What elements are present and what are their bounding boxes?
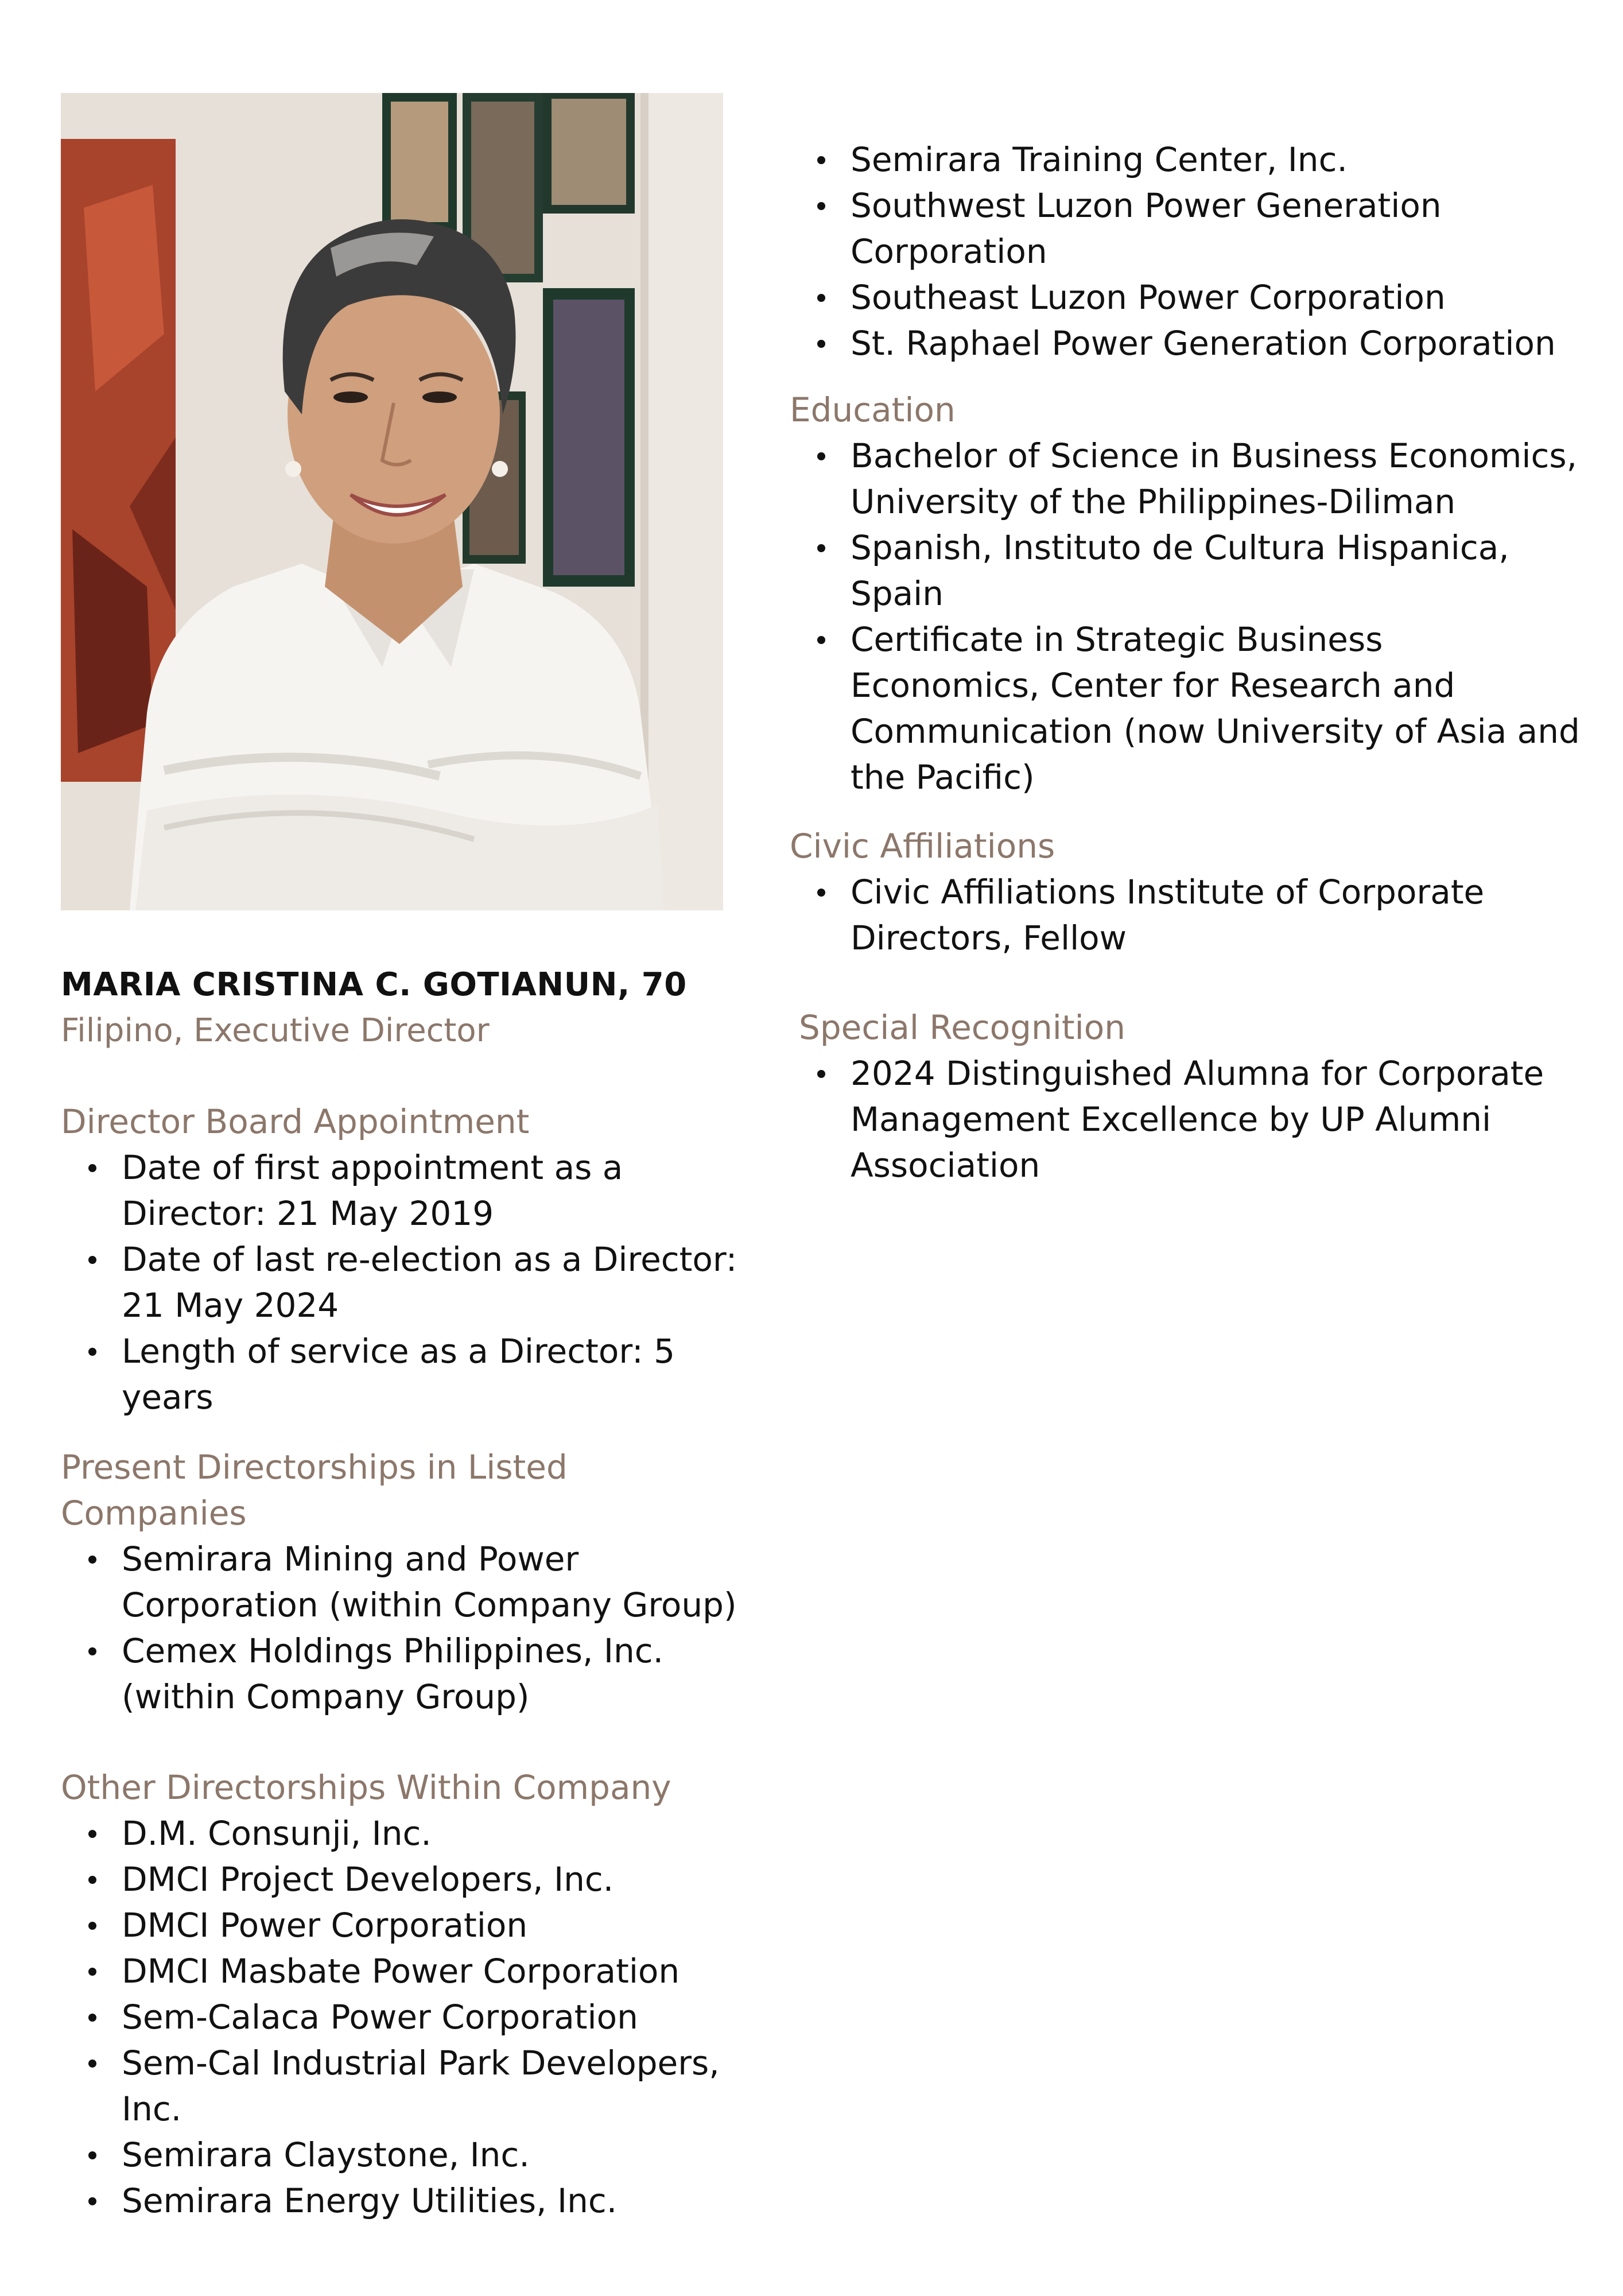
- director-name: MARIA CRISTINA C. GOTIANUN, 70: [61, 966, 687, 1003]
- list-item: Southeast Luzon Power Corporation: [790, 274, 1582, 320]
- right-column: [790, 137, 1582, 1188]
- list-item: Date of last re-election as a Director: 21 May 2024: [61, 1236, 750, 1328]
- portrait-illustration: [61, 93, 723, 910]
- list-item: 2024 Distinguished Alumna for Corporate Management Excellence by UP Alumni Association: [790, 1050, 1582, 1188]
- other-directorships-list: [61, 1810, 750, 2224]
- list-item: Length of service as a Director: 5 years: [61, 1328, 750, 1420]
- list-item: Sem-Calaca Power Corporation: [61, 1994, 750, 2040]
- list-item: Semirara Energy Utilities, Inc.: [61, 2178, 750, 2224]
- other-directorships-heading: Other Directorships Within Company: [61, 1768, 671, 1807]
- director-subtitle: Filipino, Executive Director: [61, 1012, 490, 1049]
- education-heading: Education: [790, 390, 956, 429]
- list-item: DMCI Project Developers, Inc.: [61, 1856, 750, 1902]
- list-item: Date of first appointment as a Director: 21 May 2019: [61, 1145, 750, 1236]
- list-item: Semirara Mining and Power Corporation (within Company Group): [61, 1536, 750, 1628]
- list-item: Semirara Claystone, Inc.: [61, 2132, 750, 2178]
- list-item: St. Raphael Power Generation Corporation: [790, 320, 1582, 366]
- listed-directorships-heading: Present Directorships in Listed Companies: [61, 1448, 568, 1533]
- list-item: DMCI Masbate Power Corporation: [61, 1948, 750, 1994]
- other-directorships-list-continued: [790, 137, 1582, 366]
- civic-list: [790, 869, 1582, 961]
- civic-heading: Civic Affiliations: [790, 827, 1055, 866]
- list-item: Sem-Cal Industrial Park Developers, Inc.: [61, 2040, 750, 2132]
- list-item: Spanish, Instituto de Cultura Hispanica, Spain: [790, 525, 1582, 616]
- list-item: Bachelor of Science in Business Economics, University of the Philippines-Diliman: [790, 433, 1582, 525]
- list-item: Civic Affiliations Institute of Corporate Directors, Fellow: [790, 869, 1582, 961]
- list-item: DMCI Power Corporation: [61, 1902, 750, 1948]
- list-item: Southwest Luzon Power Generation Corporation: [790, 183, 1582, 274]
- education-list: [790, 433, 1582, 800]
- list-item: Certificate in Strategic Business Economics, Center for Research and Communication (now University of Asia and the Pacific): [790, 616, 1582, 800]
- appointment-list: [61, 1145, 750, 1420]
- list-item: Cemex Holdings Philippines, Inc. (within Company Group): [61, 1628, 750, 1720]
- left-column: [61, 962, 750, 2224]
- portrait-photo: [61, 93, 723, 910]
- recognition-list: [790, 1050, 1582, 1188]
- recognition-heading: Special Recognition: [799, 1008, 1125, 1047]
- list-item: Semirara Training Center, Inc.: [790, 137, 1582, 183]
- listed-directorships-list: [61, 1536, 750, 1720]
- list-item: D.M. Consunji, Inc.: [61, 1810, 750, 1856]
- appointment-heading: Director Board Appointment: [61, 1102, 530, 1141]
